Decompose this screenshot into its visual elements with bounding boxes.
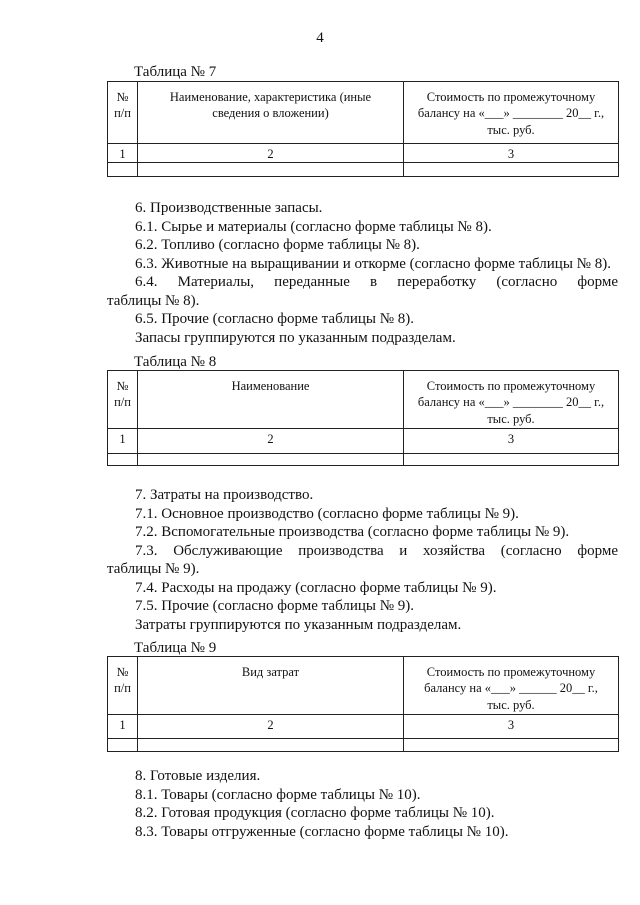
- table9-header-row: [108, 657, 619, 715]
- table7-header-row: [108, 82, 619, 144]
- item-8-1: 8.1. Товары (согласно форме таблицы № 10).: [135, 786, 421, 803]
- section6-note: Запасы группируются по указанным подразделам.: [135, 329, 456, 346]
- item-7-4: 7.4. Расходы на продажу (согласно форме таблицы № 9).: [135, 579, 497, 596]
- table9-colnum-1: 1: [108, 715, 138, 739]
- item-6-3: 6.3. Животные на выращивании и откорме (согласно форме таблицы № 8).: [135, 255, 611, 272]
- table8-colnum-2: 2: [138, 429, 404, 454]
- section8-title: 8. Готовые изделия.: [135, 768, 261, 784]
- table7-colnum-1: 1: [108, 144, 138, 163]
- table8-header-name: Наименование: [138, 371, 404, 429]
- item-7-1: 7.1. Основное производство (согласно форме таблицы № 9).: [135, 505, 519, 522]
- table8-colnum-1: 1: [108, 429, 138, 454]
- item-8-3: 8.3. Товары отгруженные (согласно форме таблицы № 10).: [135, 823, 509, 840]
- item-6-2: 6.2. Топливо (согласно форме таблицы № 8).: [135, 237, 420, 253]
- item-7-5: 7.5. Прочие (согласно форме таблицы № 9).: [135, 598, 415, 614]
- table9-caption: Таблица № 9: [134, 640, 217, 656]
- table8-caption: Таблица № 8: [134, 354, 217, 370]
- table9-number-row: [108, 715, 619, 739]
- table9-colnum-2: 2: [138, 715, 404, 739]
- item-6-1: 6.1. Сырье и материалы (согласно форме таблицы № 8).: [135, 218, 492, 235]
- item-6-4-cont: таблицы № 8).: [107, 292, 200, 309]
- section6: [107, 199, 618, 347]
- table7: [107, 81, 619, 177]
- table7-colnum-2: 2: [138, 144, 404, 163]
- table7-number-row: [108, 144, 619, 163]
- table7-header-num: № п/п: [108, 82, 138, 144]
- table7-colnum-3: 3: [404, 144, 619, 163]
- table8-colnum-3: 3: [404, 429, 619, 454]
- table9-empty-row: [108, 739, 619, 752]
- table7-caption: Таблица № 7: [134, 64, 217, 80]
- table9-header-name: Вид затрат: [138, 657, 404, 715]
- table8-number-row: [108, 429, 619, 454]
- table7-empty-row: [108, 163, 619, 177]
- item-7-2: 7.2. Вспомогательные производства (согласно форме таблицы № 9).: [135, 524, 570, 540]
- table8: [107, 370, 619, 466]
- table7-header-cost: Стоимость по промежуточному балансу на «___» ________ 20__ г., тыс. руб.: [404, 82, 619, 144]
- table9-header-cost: Стоимость по промежуточному балансу на «___» ______ 20__ г., тыс. руб.: [404, 657, 619, 715]
- item-6-5: 6.5. Прочие (согласно форме таблицы № 8).: [135, 311, 415, 327]
- item-8-2: 8.2. Готовая продукция (согласно форме таблицы № 10).: [135, 805, 495, 821]
- section7-title: 7. Затраты на производство.: [135, 487, 314, 503]
- table8-header-cost: Стоимость по промежуточному балансу на «___» ________ 20__ г., тыс. руб.: [404, 371, 619, 429]
- table9-colnum-3: 3: [404, 715, 619, 739]
- section7: [107, 486, 618, 634]
- table8-header-row: [108, 371, 619, 429]
- table7-header-name: Наименование, характеристика (иные сведения о вложении): [138, 82, 404, 144]
- table9-header-num: № п/п: [108, 657, 138, 715]
- section6-title: 6. Производственные запасы.: [135, 200, 323, 216]
- section8: [107, 767, 618, 841]
- table9: [107, 656, 619, 752]
- page-number: 4: [316, 30, 324, 46]
- table8-empty-row: [108, 454, 619, 466]
- item-7-3: 7.3. Обслуживающие производства и хозяйства (согласно форме: [135, 542, 618, 559]
- table8-header-num: № п/п: [108, 371, 138, 429]
- item-7-3-cont: таблицы № 9).: [107, 561, 200, 577]
- item-6-4: 6.4. Материалы, переданные в переработку (согласно форме: [135, 274, 618, 290]
- section7-note: Затраты группируются по указанным подразделам.: [135, 616, 462, 633]
